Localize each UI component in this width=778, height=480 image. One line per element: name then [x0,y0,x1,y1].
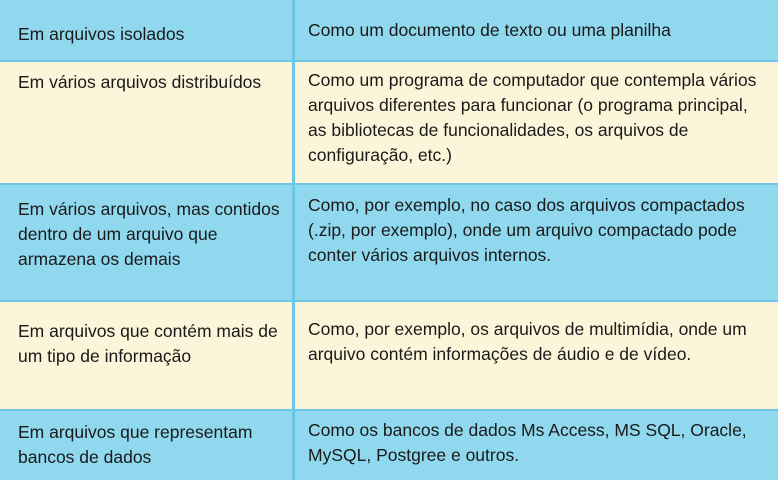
table-row [0,410,778,480]
row-label: Em arquivos que contém mais de um tipo de informação [18,321,278,366]
row-description: Como um programa de computador que contempla vários arquivos diferentes para funcionar (o programa principal, as bibliotecas de funcionalidades, os arquivos de configuração, etc.) [308,70,757,165]
row-label: Em arquivos que representam bancos de dados [18,422,253,467]
row-description: Como, por exemplo, no caso dos arquivos compactados (.zip, por exemplo), onde um arquivo compactado pode conter vários arquivos internos. [308,195,745,265]
row-description: Como os bancos de dados Ms Access, MS SQL, Oracle, MySQL, Postgree e outros. [308,420,747,465]
row-divider [0,183,778,185]
row-label: Em arquivos isolados [18,24,185,44]
row-label: Em vários arquivos distribuídos [18,72,262,92]
row-divider [0,300,778,302]
column-divider [292,0,295,480]
row-description: Como um documento de texto ou uma planilha [308,20,671,40]
row-description: Como, por exemplo, os arquivos de multimídia, onde um arquivo contém informações de áudio e de vídeo. [308,319,747,364]
table-row [0,184,778,301]
row-divider [0,60,778,62]
row-label: Em vários arquivos, mas contidos dentro de um arquivo que armazena os demais [18,199,280,269]
table-row [0,61,778,184]
table-row [0,0,778,61]
table-row [0,301,778,410]
row-divider [0,409,778,411]
